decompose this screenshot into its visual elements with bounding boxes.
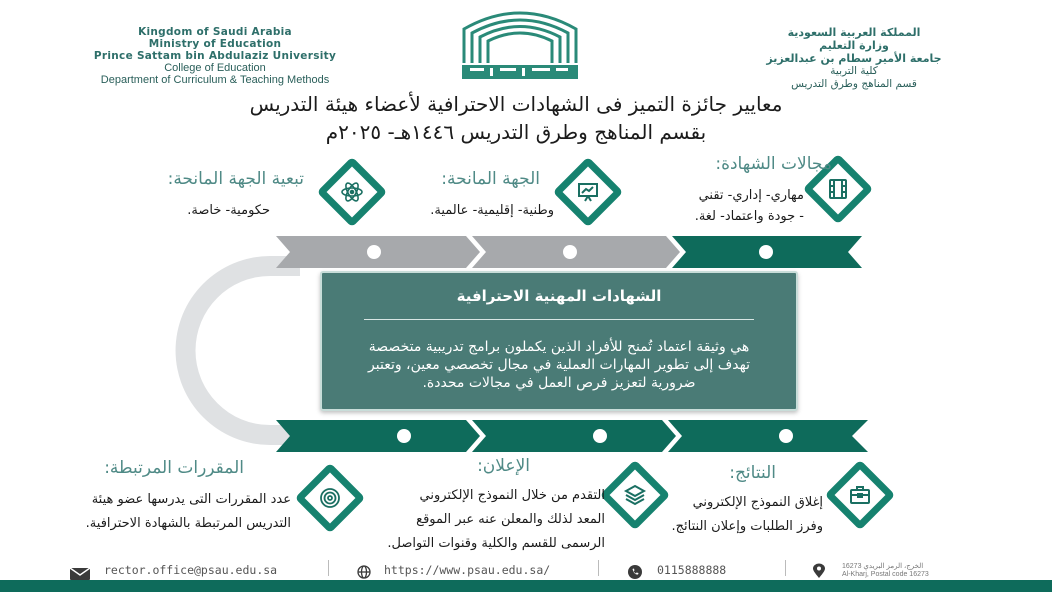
footer-postal <box>842 563 982 579</box>
header-ar-college: كلية التربية <box>830 65 878 77</box>
briefcase-icon <box>835 470 885 520</box>
page-subtitle: بقسم المناهج وطرق التدريس ١٤٤٦هـ- ٢٠٢٥م <box>325 120 707 144</box>
card-heading: الشهادات المهنية الاحترافية <box>456 287 662 305</box>
page-title: معايير جائزة التميز فى الشهادات الاحترافية لأعضاء هيئة التدريس <box>249 92 783 116</box>
card-body: هي وثيقة اعتماد تُمنح للأفراد الذين يكملون برامج تدريبية متخصصة تهدف إلى تطوير المهارات العملية في مجال تخصصي معين، وتعتبر ضرورية لتعزيز فرص العمل في مجالات محددة. <box>368 339 750 391</box>
related-courses-text-1: عدد المقررات التى يدرسها عضو هيئة <box>91 492 291 507</box>
flow-arc <box>176 256 300 445</box>
bottom-arrow-3 <box>668 420 868 452</box>
footer-separator-2 <box>598 560 599 576</box>
footer-email[interactable]: rector.office@psau.edu.sa <box>104 563 278 577</box>
top-dot-2 <box>563 245 577 259</box>
granting-body-text: وطنية- إقليمية- عالمية. <box>430 203 554 218</box>
header-en-college: College of Education <box>164 62 266 74</box>
footer-postal-en: Al-Kharj, Postal code 16273 <box>842 571 929 578</box>
footer-postal-ar: الخرج، الرمز البريدي 16273 <box>842 563 924 570</box>
top-dot-3 <box>367 245 381 259</box>
bottom-icon-badge-1 <box>835 470 885 520</box>
bottom-arrow-2 <box>472 420 676 452</box>
bottom-dot-3 <box>779 429 793 443</box>
announcement-text-3: الرسمى للقسم والكلية وقنوات التواصل. <box>387 536 605 551</box>
bottom-arrow-1 <box>276 420 480 452</box>
bottom-icon-badge-2 <box>610 470 660 520</box>
announcement-text-2: المعد لذلك والمعلن عنه عبر الموقع <box>416 512 605 527</box>
certificate-fields-text-2: - جودة واعتماد- لغة. <box>694 209 804 224</box>
certificate-fields-text-1: مهاري- إداري- تقني <box>698 188 804 203</box>
card-divider <box>364 319 754 320</box>
results-text-1: إغلاق النموذج الإلكتروني <box>692 495 823 510</box>
bottom-dot-2 <box>593 429 607 443</box>
announcement-heading: الإعلان: <box>477 456 530 476</box>
target-icon <box>305 473 355 523</box>
announcement-text-1: التقدم من خلال النموذج الإلكتروني <box>419 488 605 503</box>
results-text-2: وفرز الطلبات وإعلان النتائج. <box>671 519 823 534</box>
footer-website[interactable]: https://www.psau.edu.sa/ <box>384 563 551 577</box>
footer-bar <box>0 580 1052 592</box>
related-courses-heading: المقررات المرتبطة: <box>104 458 244 478</box>
header-ar-department: قسم المناهج وطرق التدريس <box>791 78 917 90</box>
header-ar-country: المملكة العربية السعودية <box>787 26 921 39</box>
granting-body-affiliation-text: حكومية- خاصة. <box>187 203 270 218</box>
granting-body-affiliation-heading: تبعية الجهة المانحة: <box>167 169 304 189</box>
header-en-department: Department of Curriculum & Teaching Methods <box>100 74 330 86</box>
layers-icon <box>610 470 660 520</box>
granting-body-heading: الجهة المانحة: <box>441 169 540 189</box>
top-dot-1 <box>759 245 773 259</box>
certificate-fields-heading: مجالات الشهادة: <box>715 154 832 174</box>
bottom-dot-1 <box>397 429 411 443</box>
header-ar-ministry: وزارة التعليم <box>819 39 889 52</box>
header-en-country: Kingdom of Saudi Arabia <box>138 26 292 38</box>
header-en-ministry: Ministry of Education <box>148 38 282 50</box>
header-en-university: Prince Sattam bin Abdulaziz University <box>93 50 337 62</box>
related-courses-text-2: التدريس المرتبطة بالشهادة الاحترافية. <box>85 516 291 531</box>
footer-phone[interactable]: 0115888888 <box>657 563 727 577</box>
results-heading: النتائج: <box>729 463 776 483</box>
bottom-icon-badge-3 <box>305 473 355 523</box>
definition-card <box>320 271 798 411</box>
footer-separator-1 <box>328 560 329 576</box>
header-ar-university: جامعة الأمير سطام بن عبدالعزيز <box>766 52 942 65</box>
footer-separator-3 <box>785 560 786 576</box>
